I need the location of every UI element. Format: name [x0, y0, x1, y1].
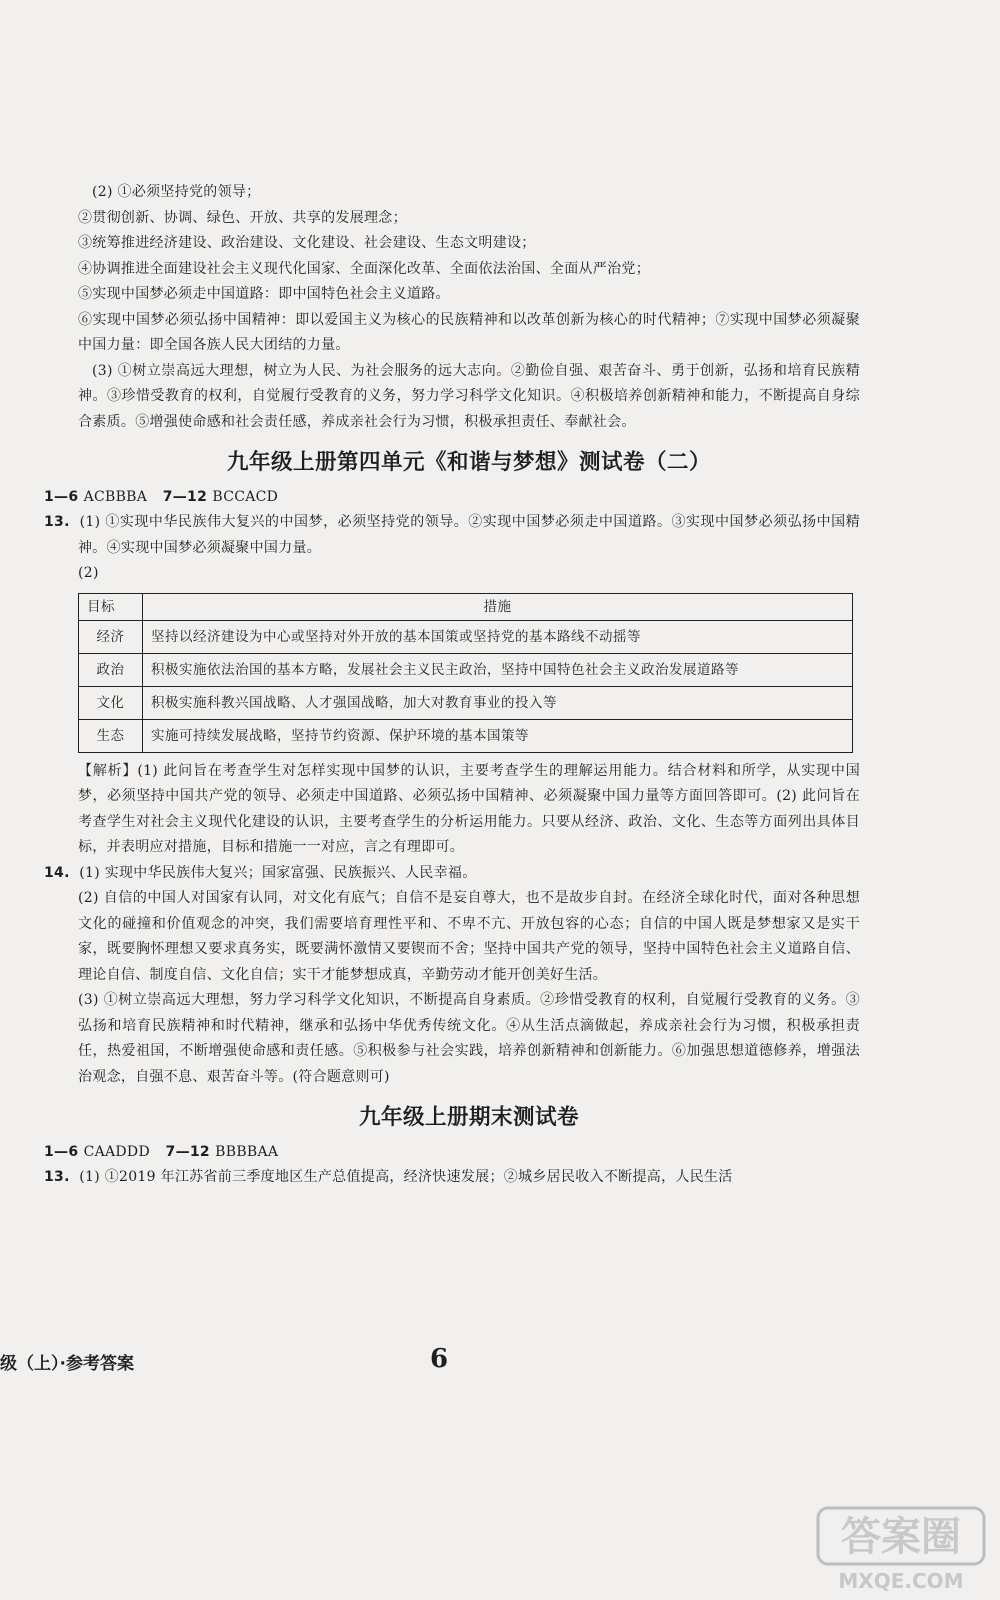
mc-answers: ACBBBA: [83, 489, 148, 505]
answer-text: (1) 实现中华民族伟大复兴；国家富强、民族振兴、人民幸福。: [79, 864, 477, 881]
mc-range-label: 7—12: [162, 489, 208, 505]
analysis-paragraph: 【解析】(1) 此问旨在考查学生对怎样实现中国梦的认识，主要考查学生的理解运用能力。结合材料和所学，从实现中国梦，必须坚持中国共产党的领导、必须走中国道路、必须弘扬中国精神、必须凝聚中国力量等方面回答即可。(2) 此问旨在考查学生对社会主义现代化建设的认识，主要考查学生的分析运用能力。只要从经济、政治、文化、生态等方面列出具体目标，并表明应对措施，目标和措施一一对应，言之有理即可。: [78, 762, 860, 855]
answer-line: (2) 自信的中国人对国家有认同，对文化有底气；自信不是妄自尊大，也不是故步自封。在经济全球化时代，面对各种思想文化的碰撞和价值观念的冲突，我们需要培育理性平和、不卑不亢、开放包容的心态；自信的中国人既是梦想家又是实干家，既要胸怀理想又要求真务实，既要满怀激情又要锲而不舍；坚持中国共产党的领导，坚持中国特色社会主义道路自信、理论自信、制度自信、文化自信；实干才能梦想成真，辛勤劳动才能开创美好生活。: [78, 890, 860, 983]
section-title: 九年级上册期末测试卷: [358, 1105, 579, 1130]
table-cell: 坚持以经济建设为中心或坚持对外开放的基本国策或坚持党的基本路线不动摇等: [143, 620, 853, 653]
table-header-cell: 措施: [143, 593, 853, 620]
watermark-logo: [812, 1500, 990, 1595]
table-header-row: [79, 593, 853, 620]
watermark-text-top: 答案圈: [841, 1514, 961, 1560]
multiple-choice-answers: [44, 1140, 860, 1165]
table-row: [79, 653, 853, 686]
question-13: [44, 1165, 860, 1191]
mc-answers: BCCACD: [212, 489, 279, 505]
question-number: 13.: [44, 514, 70, 530]
answer-line: (2): [78, 565, 99, 581]
answer-text: (1) ①2019 年江苏省前三季度地区生产总值提高，经济快速发展；②城乡居民收入不断提高，人民生活: [79, 1169, 733, 1185]
table-cell: 政治: [79, 653, 143, 686]
answer-line: ④协调推进全面建设社会主义现代化国家、全面深化改革、全面依法治国、全面从严治党；: [78, 260, 650, 277]
answer-line: (2) ①必须坚持党的领导；: [92, 184, 261, 200]
table-cell: 积极实施依法治国的基本方略，发展社会主义民主政治，坚持中国特色社会主义政治发展道路等: [143, 653, 853, 686]
answer-line: ③统筹推进经济建设、政治建设、文化建设、社会建设、生态文明建设；: [78, 235, 536, 251]
answer-line: ②贯彻创新、协调、绿色、开放、共享的发展理念；: [78, 209, 407, 226]
mc-answers: CAADDD: [83, 1144, 150, 1160]
question-number: 14.: [44, 864, 70, 881]
question-number: 13.: [44, 1169, 70, 1185]
mc-answers: BBBBAA: [215, 1144, 279, 1160]
page-number: 6: [430, 1344, 449, 1374]
table-cell: 实施可持续发展战略，坚持节约资源、保护环境的基本国策等: [143, 719, 853, 752]
table-row: [79, 686, 853, 719]
answer-line: (3) ①树立崇高远大理想，树立为人民、为社会服务的远大志向。②勤俭自强、艰苦奋斗、勇于创新，弘扬和培育民族精神。③珍惜受教育的权利，自觉履行受教育的义务，努力学习科学文化知识。④积极培养创新精神和能力，不断提高自身综合素质。⑤增强使命感和社会责任感，养成亲社会行为习惯，积极承担责任、奉献社会。: [78, 362, 860, 430]
answer-line: (3) ①树立崇高远大理想，努力学习科学文化知识，不断提高自身素质。②珍惜受教育的权利，自觉履行受教育的义务。③弘扬和培育民族精神和时代精神，继承和弘扬中华优秀传统文化。④从生活点滴做起，养成亲社会行为习惯，积极承担责任，热爱祖国，不断增强使命感和责任感。⑤积极参与社会实践，培养创新精神和创新能力。⑥加强思想道德修养，增强法治观念，自强不息、艰苦奋斗等。(符合题意则可): [78, 992, 860, 1085]
mc-range-label: 1—6: [44, 1144, 79, 1160]
table-cell: 生态: [79, 719, 143, 752]
answer-line: ⑤实现中国梦必须走中国道路：即中国特色社会主义道路。: [78, 286, 450, 302]
table-cell: 文化: [79, 686, 143, 719]
answer-line: ⑥实现中国梦必须弘扬中国精神：即以爱国主义为核心的民族精神和以改革创新为核心的时代精神；⑦实现中国梦必须凝聚中国力量：即全国各族人民大团结的力量。: [78, 311, 860, 353]
multiple-choice-answers: [44, 485, 860, 510]
answer-text: (1) ①实现中华民族伟大复兴的中国梦，必须坚持党的领导。②实现中国梦必须走中国道路。③实现中国梦必须弘扬中国精神。④实现中国梦必须凝聚中国力量。: [78, 514, 860, 556]
mc-range-label: 1—6: [44, 489, 79, 505]
table-cell: 积极实施科教兴国战略、人才强国战略，加大对教育事业的投入等: [143, 686, 853, 719]
question-14: [44, 861, 860, 887]
page-content: [44, 180, 860, 1191]
watermark-text-bottom: MXQE.COM: [838, 1569, 964, 1593]
goals-measures-table: [78, 593, 853, 753]
mc-range-label: 7—12: [165, 1144, 210, 1160]
question-13: [44, 510, 860, 561]
section-title: 九年级上册第四单元《和谐与梦想》测试卷（二）: [226, 450, 711, 475]
watermark-logo-icon: [812, 1500, 990, 1595]
footer-label: 级（上）·参考答案: [0, 1354, 134, 1374]
table-row: [79, 719, 853, 752]
table-header-cell: 目标: [79, 593, 143, 620]
table-cell: 经济: [79, 620, 143, 653]
table-row: [79, 620, 853, 653]
